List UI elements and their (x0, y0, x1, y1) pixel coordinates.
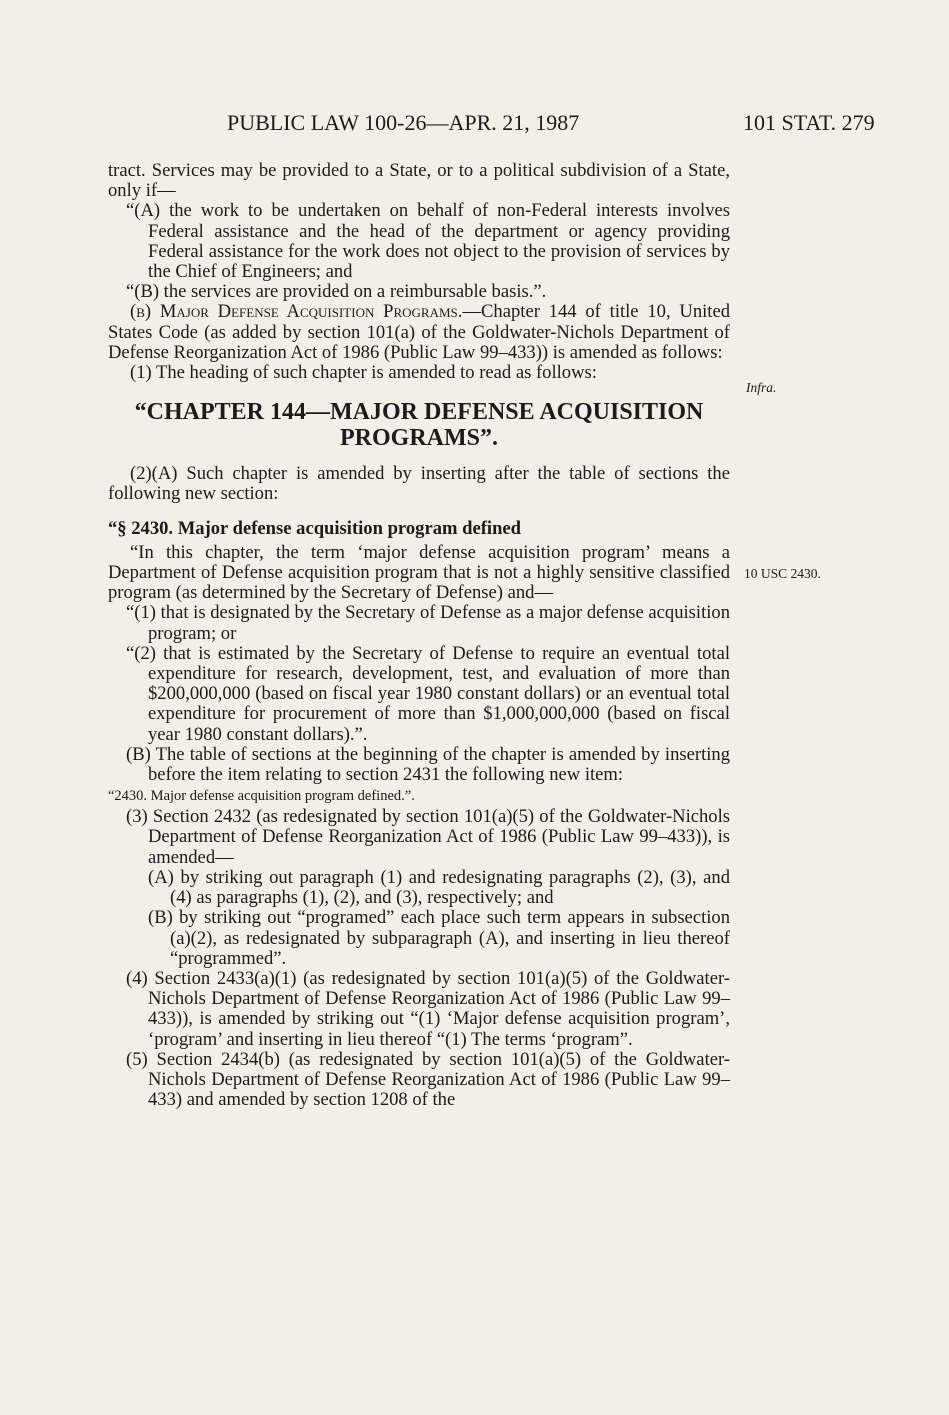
paragraph: “(2) that is estimated by the Secretary of Defense to require an eventual total expenditure for research, development, test, and evaluation of more than $200,000,000 (based on fiscal year 1980 constant dollars) or an eventual total expenditure for procurement of more than $1,000,000,000 (based on fiscal year 1980 constant dollars).”. (126, 642, 730, 745)
paragraph: (3) Section 2432 (as redesignated by section 101(a)(5) of the Goldwater-Nichols Department of Defense Reorganization Act of 1986 (Public Law 99–433)), is amended— (126, 806, 730, 868)
paragraph: “(1) that is designated by the Secretary of Defense as a major defense acquisition program; or (126, 602, 730, 644)
paragraph: (2)(A) Such chapter is amended by inserting after the table of sections the following new section: (108, 463, 730, 505)
paragraph: “In this chapter, the term ‘major defense acquisition program’ means a Department of Defense acquisition program that is not a highly sensitive classified program (as determined by the Secretary of Defense) and— (108, 541, 730, 604)
paragraph: (B) by striking out “programed” each place such term appears in subsection (a)(2), as redesignated by subparagraph (A), and inserting in lieu thereof “programmed”. (148, 907, 730, 969)
subsection-b (108, 302, 730, 363)
running-header-title: PUBLIC LAW 100-26—APR. 21, 1987 (227, 110, 580, 135)
margin-note-infra: Infra. (746, 380, 777, 395)
subsection-text: —Chapter 144 of title 10, United States Code (as added by section 101(a) of the Goldwater-Nichols Department of Defense Reorganization Act of 1986 (Public Law 99–433)) is amended as follows: (108, 301, 730, 363)
paragraph: “(B) the services are provided on a reimbursable basis.”. (126, 281, 547, 303)
paragraph: (1) The heading of such chapter is amended to read as follows: (130, 362, 597, 384)
paragraph: (A) by striking out paragraph (1) and redesignating paragraphs (2), (3), and (4) as paragraphs (1), (2), and (3), respectively; and (148, 866, 730, 909)
chapter-heading: “CHAPTER 144—MAJOR DEFENSE ACQUISITION PROGRAMS”. (134, 399, 704, 452)
page-citation: 101 STAT. 279 (743, 110, 875, 135)
paragraph: (4) Section 2433(a)(1) (as redesignated by section 101(a)(5) of the Goldwater-Nichols Department of Defense Reorganization Act of 1986 (Public Law 99–433)), is amended by striking out “(1) ‘Major defense acquisition program’, ‘program’ and inserting in lieu thereof “(1) The terms ‘program”. (126, 967, 730, 1050)
section-heading: “§ 2430. Major defense acquisition program defined (108, 517, 522, 539)
paragraph: “(A) the work to be undertaken on behalf of non-Federal interests involves Federal assistance and the head of the department or agency providing Federal assistance for the work does not object to the provision of services by the Chief of Engineers; and (126, 200, 730, 283)
table-item: “2430. Major defense acquisition program defined.”. (108, 788, 415, 805)
paragraph: (B) The table of sections at the beginning of the chapter is amended by inserting before the item relating to section 2431 the following new item: (126, 743, 730, 786)
paragraph: tract. Services may be provided to a State, or to a political subdivision of a State, only if— (108, 160, 730, 202)
margin-note-usc: 10 USC 2430. (744, 566, 821, 581)
statute-body (108, 161, 730, 1110)
subsection-caption: (b) Major Defense Acquisition Programs. (130, 301, 463, 323)
paragraph: (5) Section 2434(b) (as redesignated by section 101(a)(5) of the Goldwater-Nichols Department of Defense Reorganization Act of 1986 (Public Law 99–433) and amended by section 1208 of the (126, 1048, 730, 1111)
